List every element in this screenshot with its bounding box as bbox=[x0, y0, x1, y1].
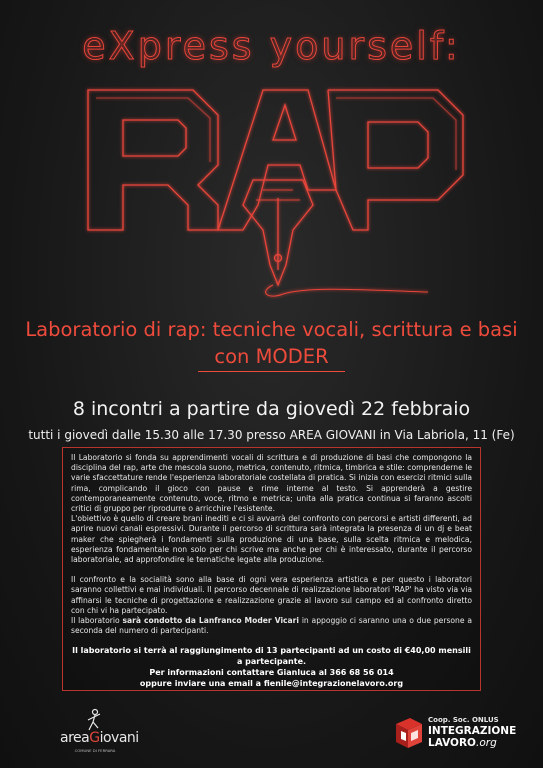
info-footer bbox=[71, 645, 472, 689]
letter-a bbox=[218, 90, 336, 230]
signature-line bbox=[266, 285, 428, 296]
headline: eXpress yourself: bbox=[82, 24, 461, 68]
description-paragraph-4: Il laboratorio sarà condotto da Lanfranco Moder Vicari in appoggio ci saranno una o due persone a seconda del numero di partecipanti. bbox=[71, 616, 472, 636]
cost-line: Il laboratorio si terrà al raggiungimento di 13 partecipanti ad un costo di €40,00 mensili a partecipante. bbox=[72, 646, 471, 667]
contact-email-line: oppure inviare una email a fienile@integrazionelavoro.org bbox=[139, 679, 404, 689]
area-giovani-logo: areaGiovani COMUNE DI FERRARA bbox=[60, 708, 130, 760]
dates-heading: 8 incontri a partire da giovedì 22 febbraio bbox=[72, 398, 471, 420]
description-paragraph-2: L'obiettivo è quello di creare brani inediti e ci si avvarrà del confronto con percorsi e artisti differenti, ad aprire nuovi canali espressivi. Durante il percorso di scrittura sarà integrata la presenza di un dj e beat maker che spiegherà i fondamenti sulla produzione di una base, sulla scelta ritmica e melodica, esperienza fondamentale non solo per chi scrive ma anche per chi è interessato, durante il percorso laboratoriale, ad approfondire le tematiche legate alla produzione. bbox=[71, 514, 472, 565]
contact-phone-line: Per informazioni contattare Gianluca al 366 68 56 014 bbox=[149, 668, 394, 678]
figure-icon bbox=[60, 708, 130, 732]
schedule-line: tutti i giovedì dalle 15.30 alle 17.30 presso AREA GIOVANI in Via Labriola, 11 (Fe) bbox=[28, 428, 515, 442]
description-paragraph-1: Il Laboratorio si fonda su apprendimenti vocali di scrittura e di produzione di basi che compongono la disciplina del rap, arte che mescola suono, metrica, contenuto, ritmica, timbrica e stile: comprenderne le varie sfaccettature rende l'esperienza laboratoriale costellata di pratica. Si inizia con esercizi ritmici sulla rima, complicando il gioco con pause e rime interne al testo. Si apprenderà a gestire contemporaneamente contenuto, voce, ritmo e metrica; unita alla pratica continua si faranno ascolti critici di gruppo per riprodurre o arricchire l'esistente. bbox=[71, 453, 472, 514]
subtitle-line-2: con MODER bbox=[198, 343, 344, 372]
description-box bbox=[62, 447, 481, 691]
subtitle-line-1: Laboratorio di rap: tecniche vocali, scrittura e basi bbox=[25, 318, 518, 341]
cube-icon bbox=[392, 716, 426, 750]
letter-r bbox=[88, 90, 218, 230]
rap-logo bbox=[68, 80, 478, 305]
letter-p bbox=[328, 90, 463, 230]
integrazione-lavoro-logo: Coop. Soc. ONLUS INTEGRAZIONE LAVORO.org bbox=[392, 716, 492, 758]
subtitle bbox=[0, 316, 543, 372]
instructor-name: sarà condotto da Lanfranco Moder Vicari bbox=[122, 616, 300, 626]
description-paragraph-3: Il confronto e la socialità sono alla base di ogni vera esperienza artistica e per questo i laboratori saranno collettivi e mai individuali. Il percorso decennale di realizzazione laboratori 'RAP' ha visto via via affinarsi le tecniche di progettazione e realizzazione grazie al lavoro sul campo ed al confronto diretto con chi vi ha partecipato. bbox=[71, 575, 472, 615]
